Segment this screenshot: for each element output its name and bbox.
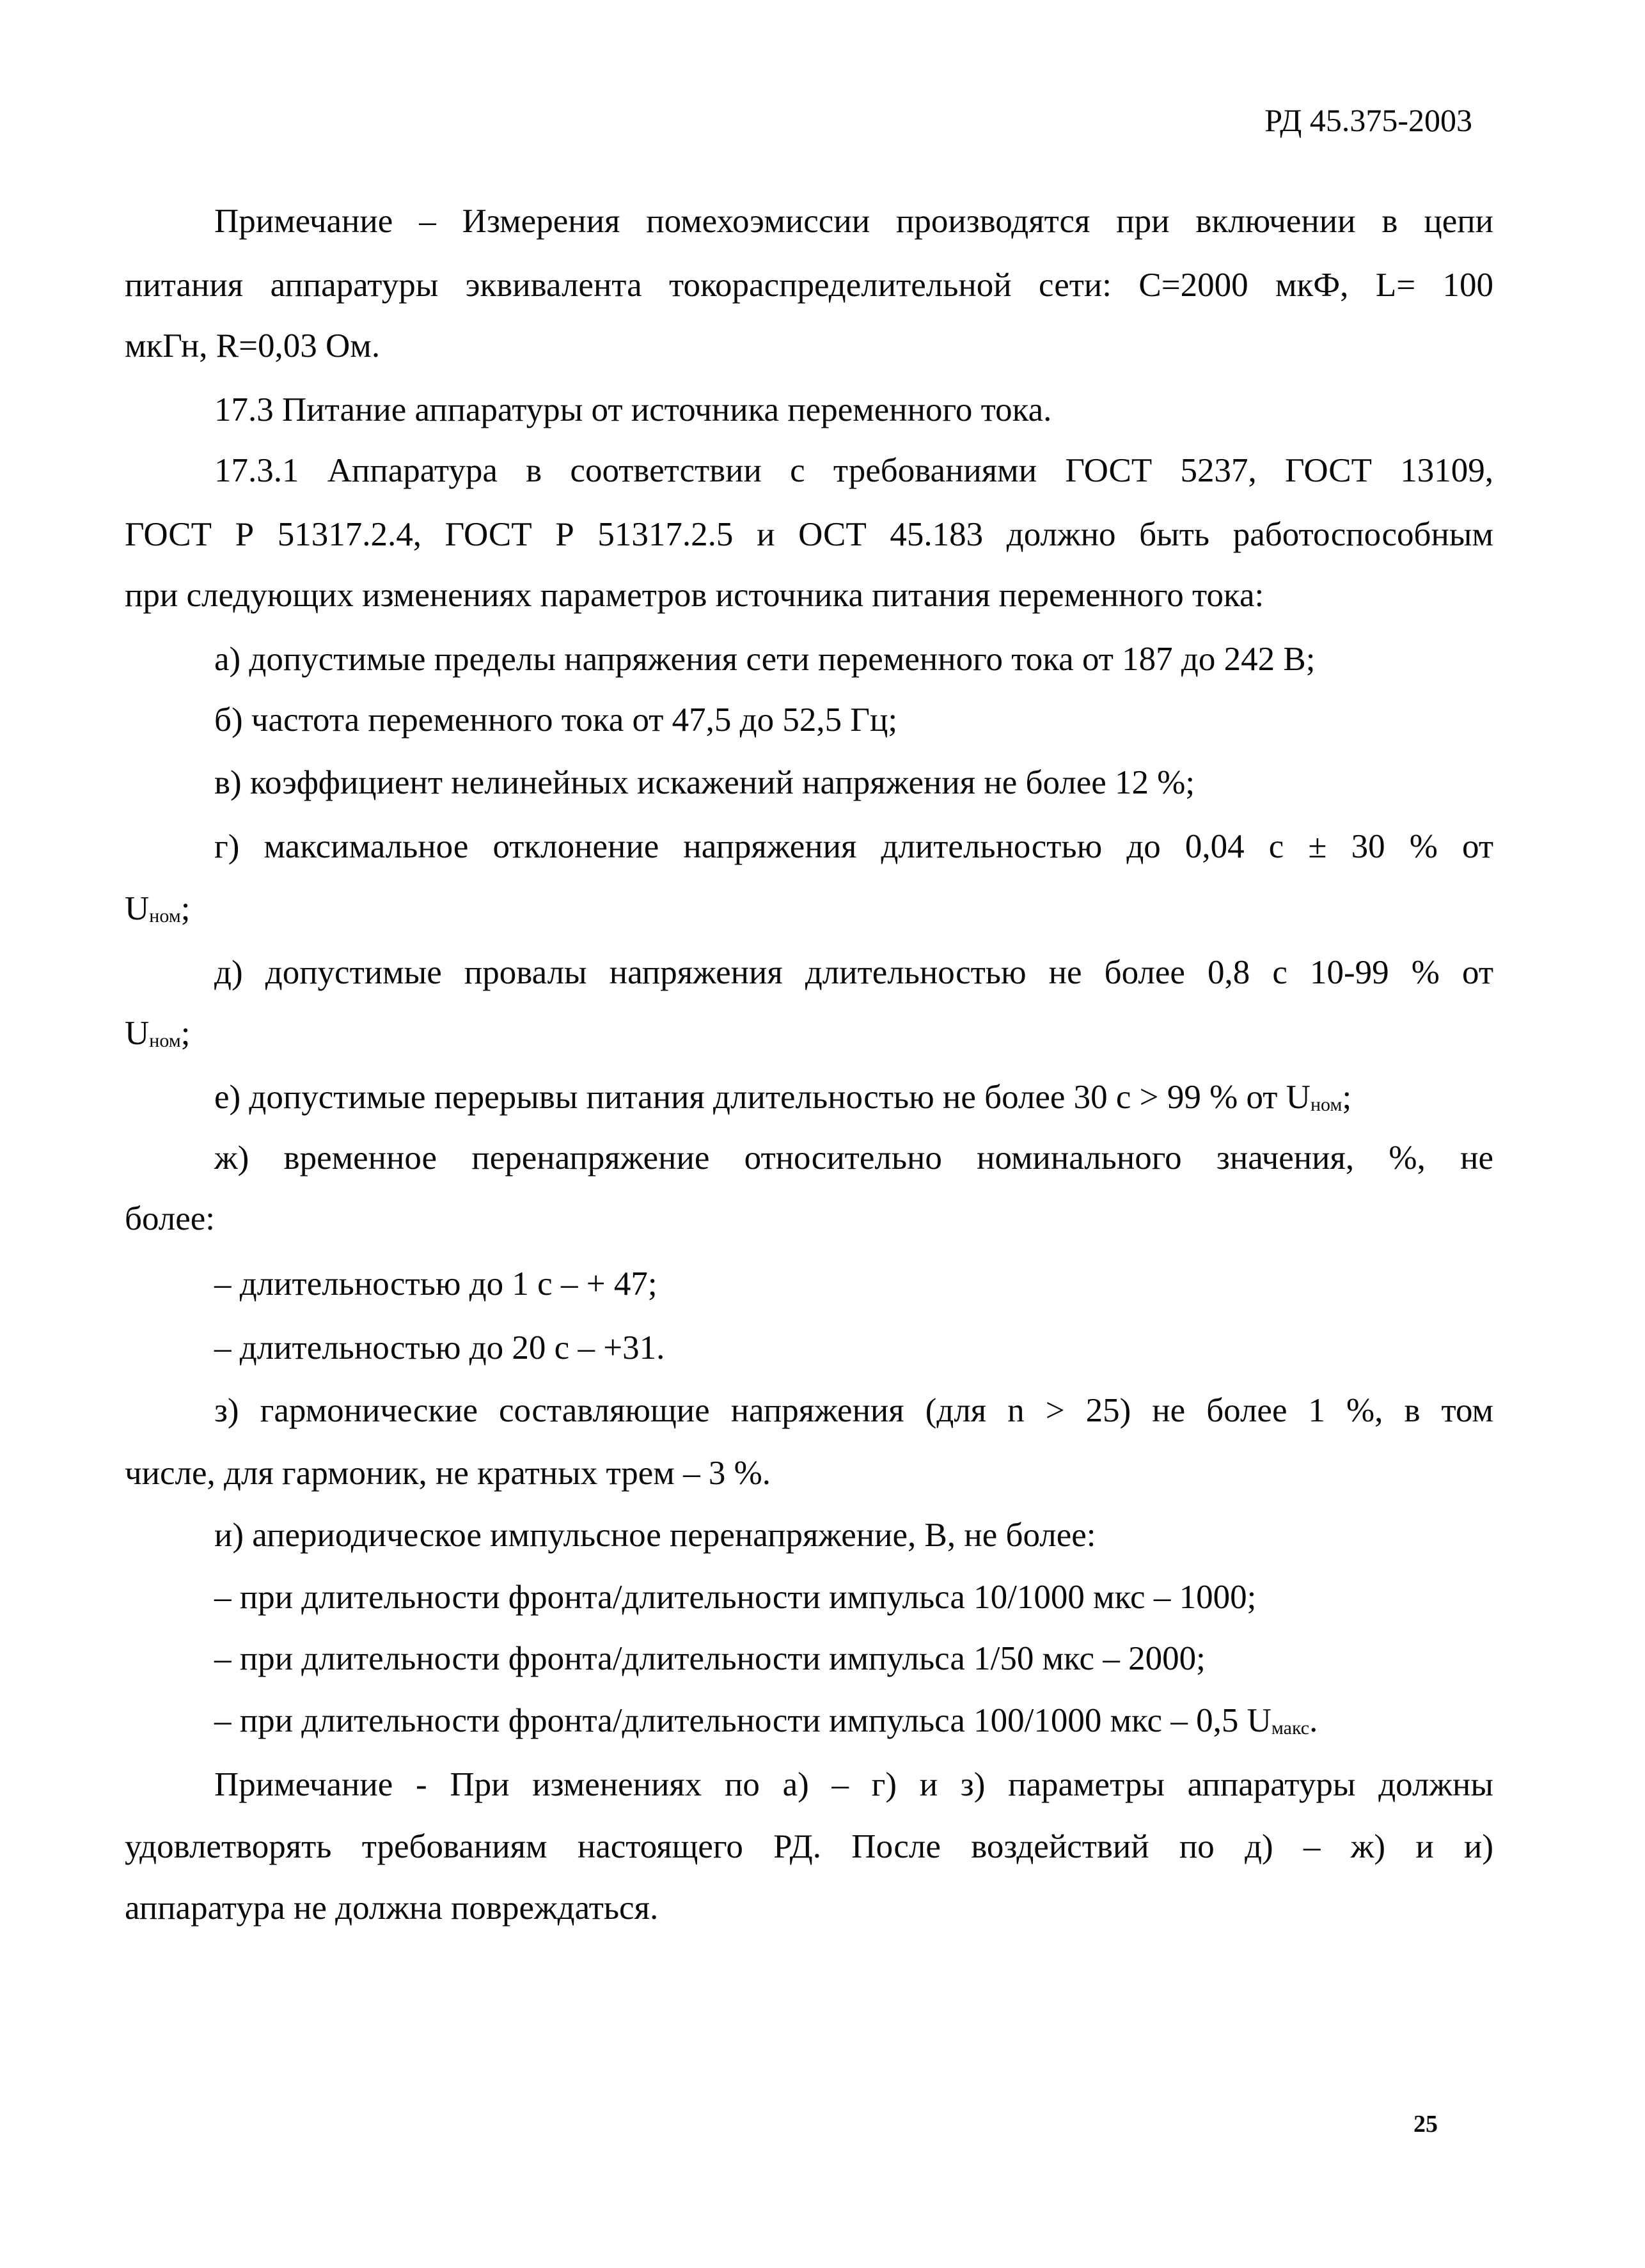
note-line-3: мкГн, R=0,03 Ом. (125, 327, 381, 364)
final-note-line-2: удовлетворять требованиям настоящего РД. После воздействий по д) – ж) и и) (125, 1828, 1493, 1865)
umaks-subscript: макс (1271, 1717, 1310, 1739)
item-a: а) допустимые пределы напряжения сети переменного тока от 187 до 242 В; (214, 641, 1316, 678)
note-line-2: питания аппаратуры эквивалента токораспределительной сети: C=2000 мкФ, L= 100 (125, 267, 1493, 304)
item-z-line-1: з) гармонические составляющие напряжения (для n > 25) не более 1 %, в том (214, 1392, 1493, 1429)
item-zh-dash-1: – длительностью до 1 с – + 47; (214, 1265, 657, 1302)
clause-17-3-1-line-1: 17.3.1 Аппаратура в соответствии с требованиями ГОСТ 5237, ГОСТ 13109, (214, 452, 1493, 489)
unom-subscript: ном (1310, 1094, 1342, 1115)
note-line-1: Примечание – Измерения помехоэмиссии производятся при включении в цепи (214, 203, 1493, 240)
item-i-dash-1: – при длительности фронта/длительности импульса 10/1000 мкс – 1000; (214, 1579, 1257, 1616)
item-g-line-1: г) максимальное отклонение напряжения длительностью до 0,04 с ± 30 % от (214, 828, 1493, 865)
section-17-3-heading: 17.3 Питание аппаратуры от источника переменного тока. (214, 391, 1052, 428)
unom-subscript: ном (149, 905, 181, 927)
document-code: РД 45.375-2003 (1264, 102, 1472, 138)
item-zh-line-1: ж) временное перенапряжение относительно номинального значения, %, не (214, 1139, 1493, 1177)
final-note-line-1: Примечание - При изменениях по а) – г) и з) параметры аппаратуры должны (214, 1766, 1493, 1803)
clause-17-3-1-line-2: ГОСТ Р 51317.2.4, ГОСТ Р 51317.2.5 и ОСТ 45.183 должно быть работоспособным (125, 516, 1493, 553)
item-i: и) апериодическое импульсное перенапряжение, В, не более: (214, 1517, 1096, 1554)
item-z-line-2: числе, для гармоник, не кратных трем – 3 %. (125, 1455, 771, 1492)
item-d-line-2: $U_{ном}$; (125, 1015, 191, 1052)
item-i-dash-3: – при длительности фронта/длительности импульса 100/1000 мкс – 0,5 $U_{макс}$. (214, 1702, 1318, 1739)
unom-subscript: ном (149, 1030, 181, 1051)
item-zh-line-2: более: (125, 1200, 215, 1237)
page-number: 25 (1413, 2111, 1438, 2138)
item-i-dash-2: – при длительности фронта/длительности импульса 1/50 мкс – 2000; (214, 1640, 1206, 1677)
item-g-line-2: $U_{ном}$; (125, 890, 191, 927)
final-note-line-3: аппаратура не должна повреждаться. (125, 1889, 659, 1927)
item-d-line-1: д) допустимые провалы напряжения длительностью не более 0,8 с 10-99 % от (214, 954, 1493, 991)
clause-17-3-1-line-3: при следующих изменениях параметров источника питания переменного тока: (125, 577, 1264, 614)
item-v: в) коэффициент нелинейных искажений напряжения не более 12 %; (214, 764, 1195, 801)
item-b: б) частота переменного тока от 47,5 до 52,5 Гц; (214, 701, 898, 739)
item-zh-dash-2: – длительностью до 20 с – +31. (214, 1329, 665, 1366)
item-e: е) допустимые перерывы питания длительностью не более 30 с > 99 % от $U_{ном}$; (214, 1079, 1352, 1116)
